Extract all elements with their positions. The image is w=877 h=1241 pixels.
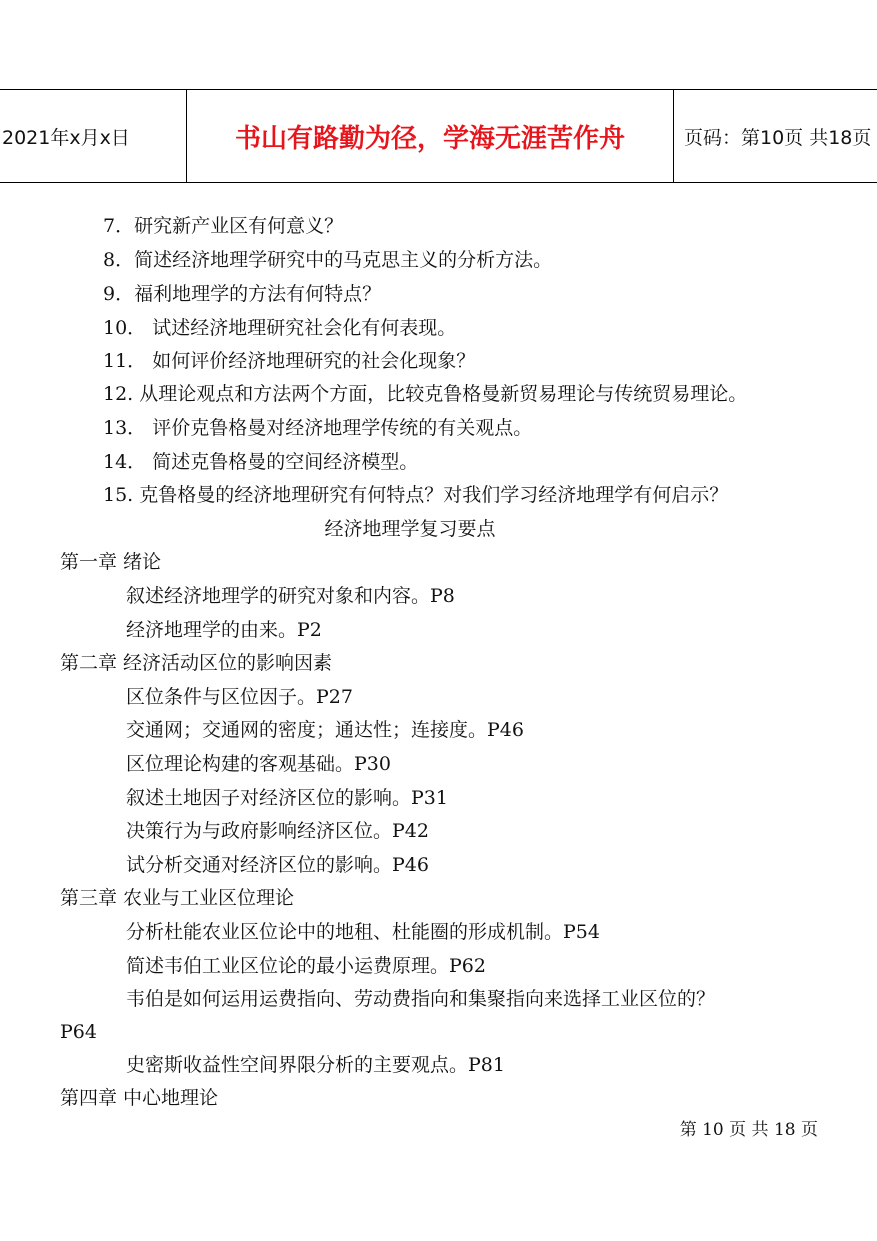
question-10: 10． 试述经济地理研究社会化有何表现。: [103, 317, 457, 339]
chapter-3-item: 简述韦伯工业区位论的最小运费原理。P62: [126, 955, 486, 977]
chapter-2-title: 第二章 经济活动区位的影响因素: [60, 652, 333, 674]
header-page-label: 页码：第10页 共18页: [684, 126, 872, 149]
question-14: 14． 简述克鲁格曼的空间经济模型。: [103, 451, 419, 473]
question-15: 15. 克鲁格曼的经济地理研究有何特点？对我们学习经济地理学有何启示？: [103, 484, 729, 506]
chapter-2-item: 决策行为与政府影响经济区位。P42: [126, 820, 429, 842]
chapter-2-item: 交通网；交通网的密度；通达性；连接度。P46: [126, 719, 524, 741]
chapter-2-item: 区位理论构建的客观基础。P30: [126, 753, 391, 775]
question-11: 11． 如何评价经济地理研究的社会化现象？: [103, 350, 476, 372]
chapter-4-title: 第四章 中心地理论: [60, 1087, 219, 1109]
chapter-3-item: 史密斯收益性空间界限分析的主要观点。P81: [126, 1054, 505, 1076]
chapter-2-item: 区位条件与区位因子。P27: [126, 686, 353, 708]
header-motto: 书山有路勤为径，学海无涯苦作舟: [186, 90, 674, 182]
question-8: 8．简述经济地理学研究中的马克思主义的分析方法。: [103, 249, 553, 271]
chapter-3-item: 分析杜能农业区位论中的地租、杜能圈的形成机制。P54: [126, 921, 600, 943]
chapter-3-item-continuation: P64: [60, 1021, 97, 1043]
chapter-2-item: 叙述土地因子对经济区位的影响。P31: [126, 787, 448, 809]
section-title: 经济地理学复习要点: [324, 518, 496, 540]
chapter-1-title: 第一章 绪论: [60, 551, 162, 573]
question-9: 9．福利地理学的方法有何特点？: [103, 283, 382, 305]
header-table: [0, 89, 877, 183]
chapter-3-item: 韦伯是如何运用运费指向、劳动费指向和集聚指向来选择工业区位的？: [126, 988, 716, 1010]
chapter-3-title: 第三章 农业与工业区位理论: [60, 887, 295, 909]
page-footer: 第 10 页 共 18 页: [679, 1120, 818, 1140]
chapter-2-item: 试分析交通对经济区位的影响。P46: [126, 854, 429, 876]
header-date: 2021年x月x日: [2, 126, 130, 149]
chapter-1-item: 叙述经济地理学的研究对象和内容。P8: [126, 585, 455, 607]
question-13: 13． 评价克鲁格曼对经济地理学传统的有关观点。: [103, 417, 533, 439]
question-7: 7．研究新产业区有何意义？: [103, 215, 344, 237]
chapter-1-item: 经济地理学的由来。P2: [126, 619, 322, 641]
question-12: 12. 从理论观点和方法两个方面，比较克鲁格曼新贸易理论与传统贸易理论。: [103, 383, 748, 405]
